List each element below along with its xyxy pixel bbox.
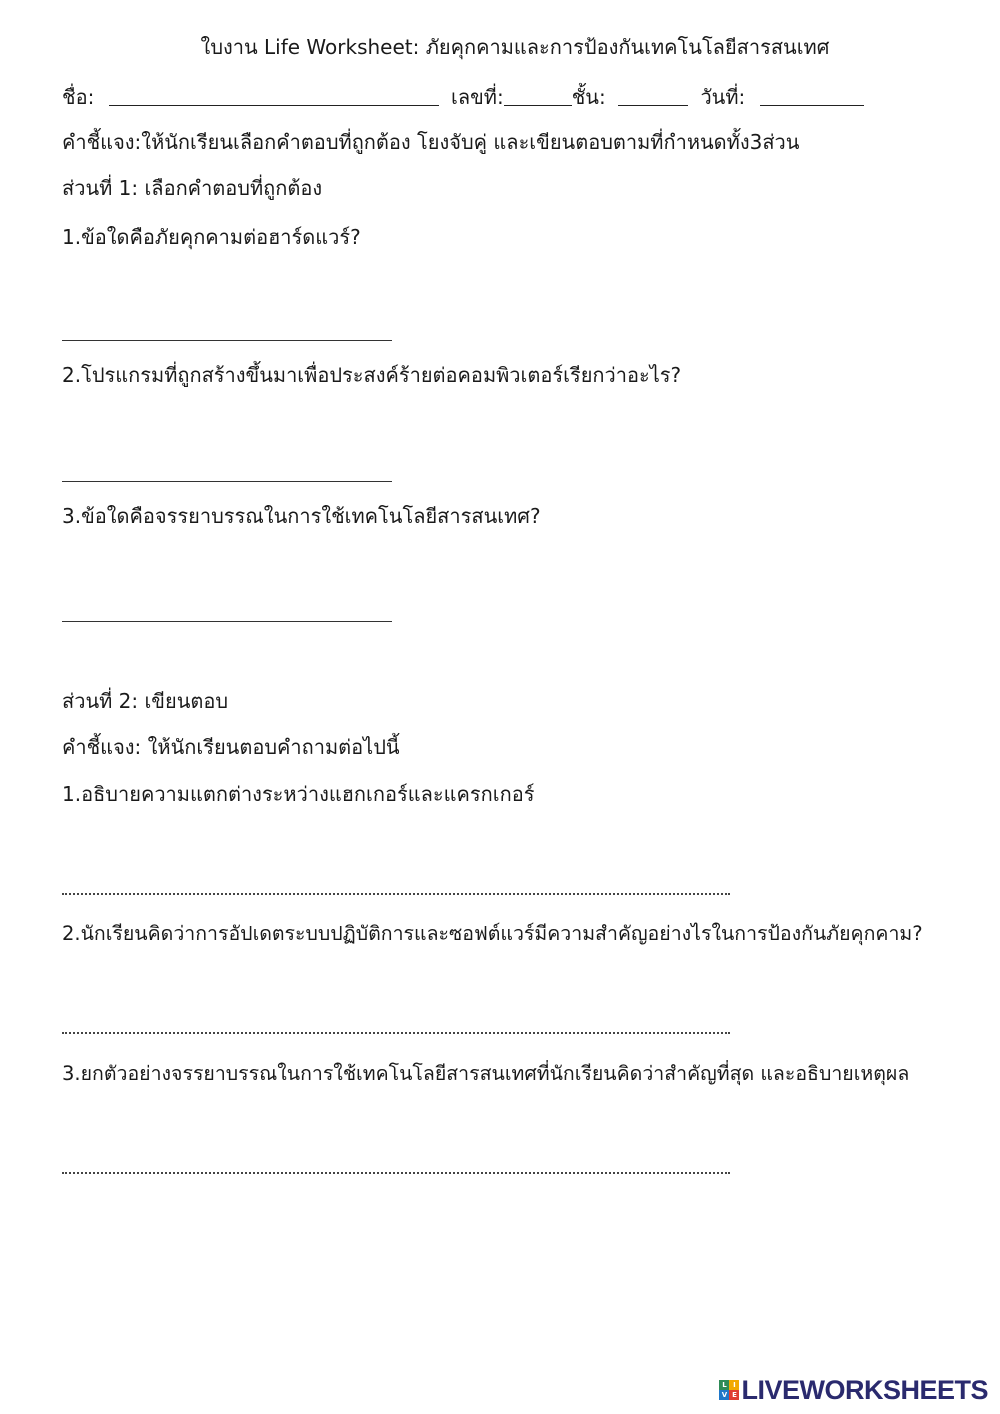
number-field[interactable] bbox=[504, 85, 572, 106]
part2-heading: ส่วนที่ 2: เขียนตอบ bbox=[62, 689, 229, 713]
part2-answer-1[interactable] bbox=[62, 893, 730, 895]
logo-text: LIVEWORKSHEETS bbox=[741, 1374, 988, 1405]
part1-answer-1[interactable] bbox=[62, 340, 392, 341]
logo-mark-v: V bbox=[719, 1390, 729, 1400]
instructions: คำชี้แจง:ให้นักเรียนเลือกคำตอบที่ถูกต้อง โยงจับคู่ และเขียนตอบตามที่กำหนดทั้ง3ส่วน bbox=[62, 130, 800, 154]
part2-answer-2[interactable] bbox=[62, 1032, 730, 1034]
part2-question-2: 2.นักเรียนคิดว่าการอัปเดตระบบปฏิบัติการและซอฟต์แวร์มีความสำคัญอย่างไรในการป้องกันภัยคุกคาม? bbox=[62, 922, 923, 945]
part1-question-1: 1.ข้อใดคือภัยคุกคามต่อฮาร์ดแวร์? bbox=[62, 225, 361, 249]
part2-instructions: คำชี้แจง: ให้นักเรียนตอบคำถามต่อไปนี้ bbox=[62, 735, 400, 759]
logo-mark-l: L bbox=[719, 1380, 729, 1390]
part2-question-3: 3.ยกตัวอย่างจรรยาบรรณในการใช้เทคโนโลยีสารสนเทศที่นักเรียนคิดว่าสำคัญที่สุด และอธิบายเหตุผล bbox=[62, 1062, 910, 1085]
logo-mark-e: E bbox=[729, 1390, 739, 1400]
worksheet-title: ใบงาน Life Worksheet: ภัยคุกคามและการป้องกันเทคโนโลยีสารสนเทศ bbox=[200, 35, 830, 59]
part1-heading: ส่วนที่ 1: เลือกคำตอบที่ถูกต้อง bbox=[62, 176, 323, 200]
number-label: เลขที่: bbox=[451, 85, 504, 109]
liveworksheets-logo-icon bbox=[719, 1380, 739, 1400]
part1-question-2: 2.โปรแกรมที่ถูกสร้างขึ้นมาเพื่อประสงค์ร้ายต่อคอมพิวเตอร์เรียกว่าอะไร? bbox=[62, 363, 682, 387]
date-label: วันที่: bbox=[700, 85, 746, 109]
logo-mark-i: I bbox=[729, 1380, 739, 1390]
part1-answer-2[interactable] bbox=[62, 481, 392, 482]
liveworksheets-logo bbox=[719, 1375, 988, 1405]
part2-question-1: 1.อธิบายความแตกต่างระหว่างแฮกเกอร์และแครกเกอร์ bbox=[62, 782, 535, 806]
class-field[interactable] bbox=[618, 85, 688, 106]
date-field[interactable] bbox=[760, 85, 864, 106]
name-label: ชื่อ: bbox=[62, 85, 95, 109]
part1-answer-3[interactable] bbox=[62, 621, 392, 622]
name-field[interactable] bbox=[109, 85, 439, 106]
class-label: ชั้น: bbox=[571, 85, 606, 109]
student-info-row bbox=[62, 84, 864, 110]
part2-answer-3[interactable] bbox=[62, 1172, 730, 1174]
part1-question-3: 3.ข้อใดคือจรรยาบรรณในการใช้เทคโนโลยีสารสนเทศ? bbox=[62, 504, 541, 528]
